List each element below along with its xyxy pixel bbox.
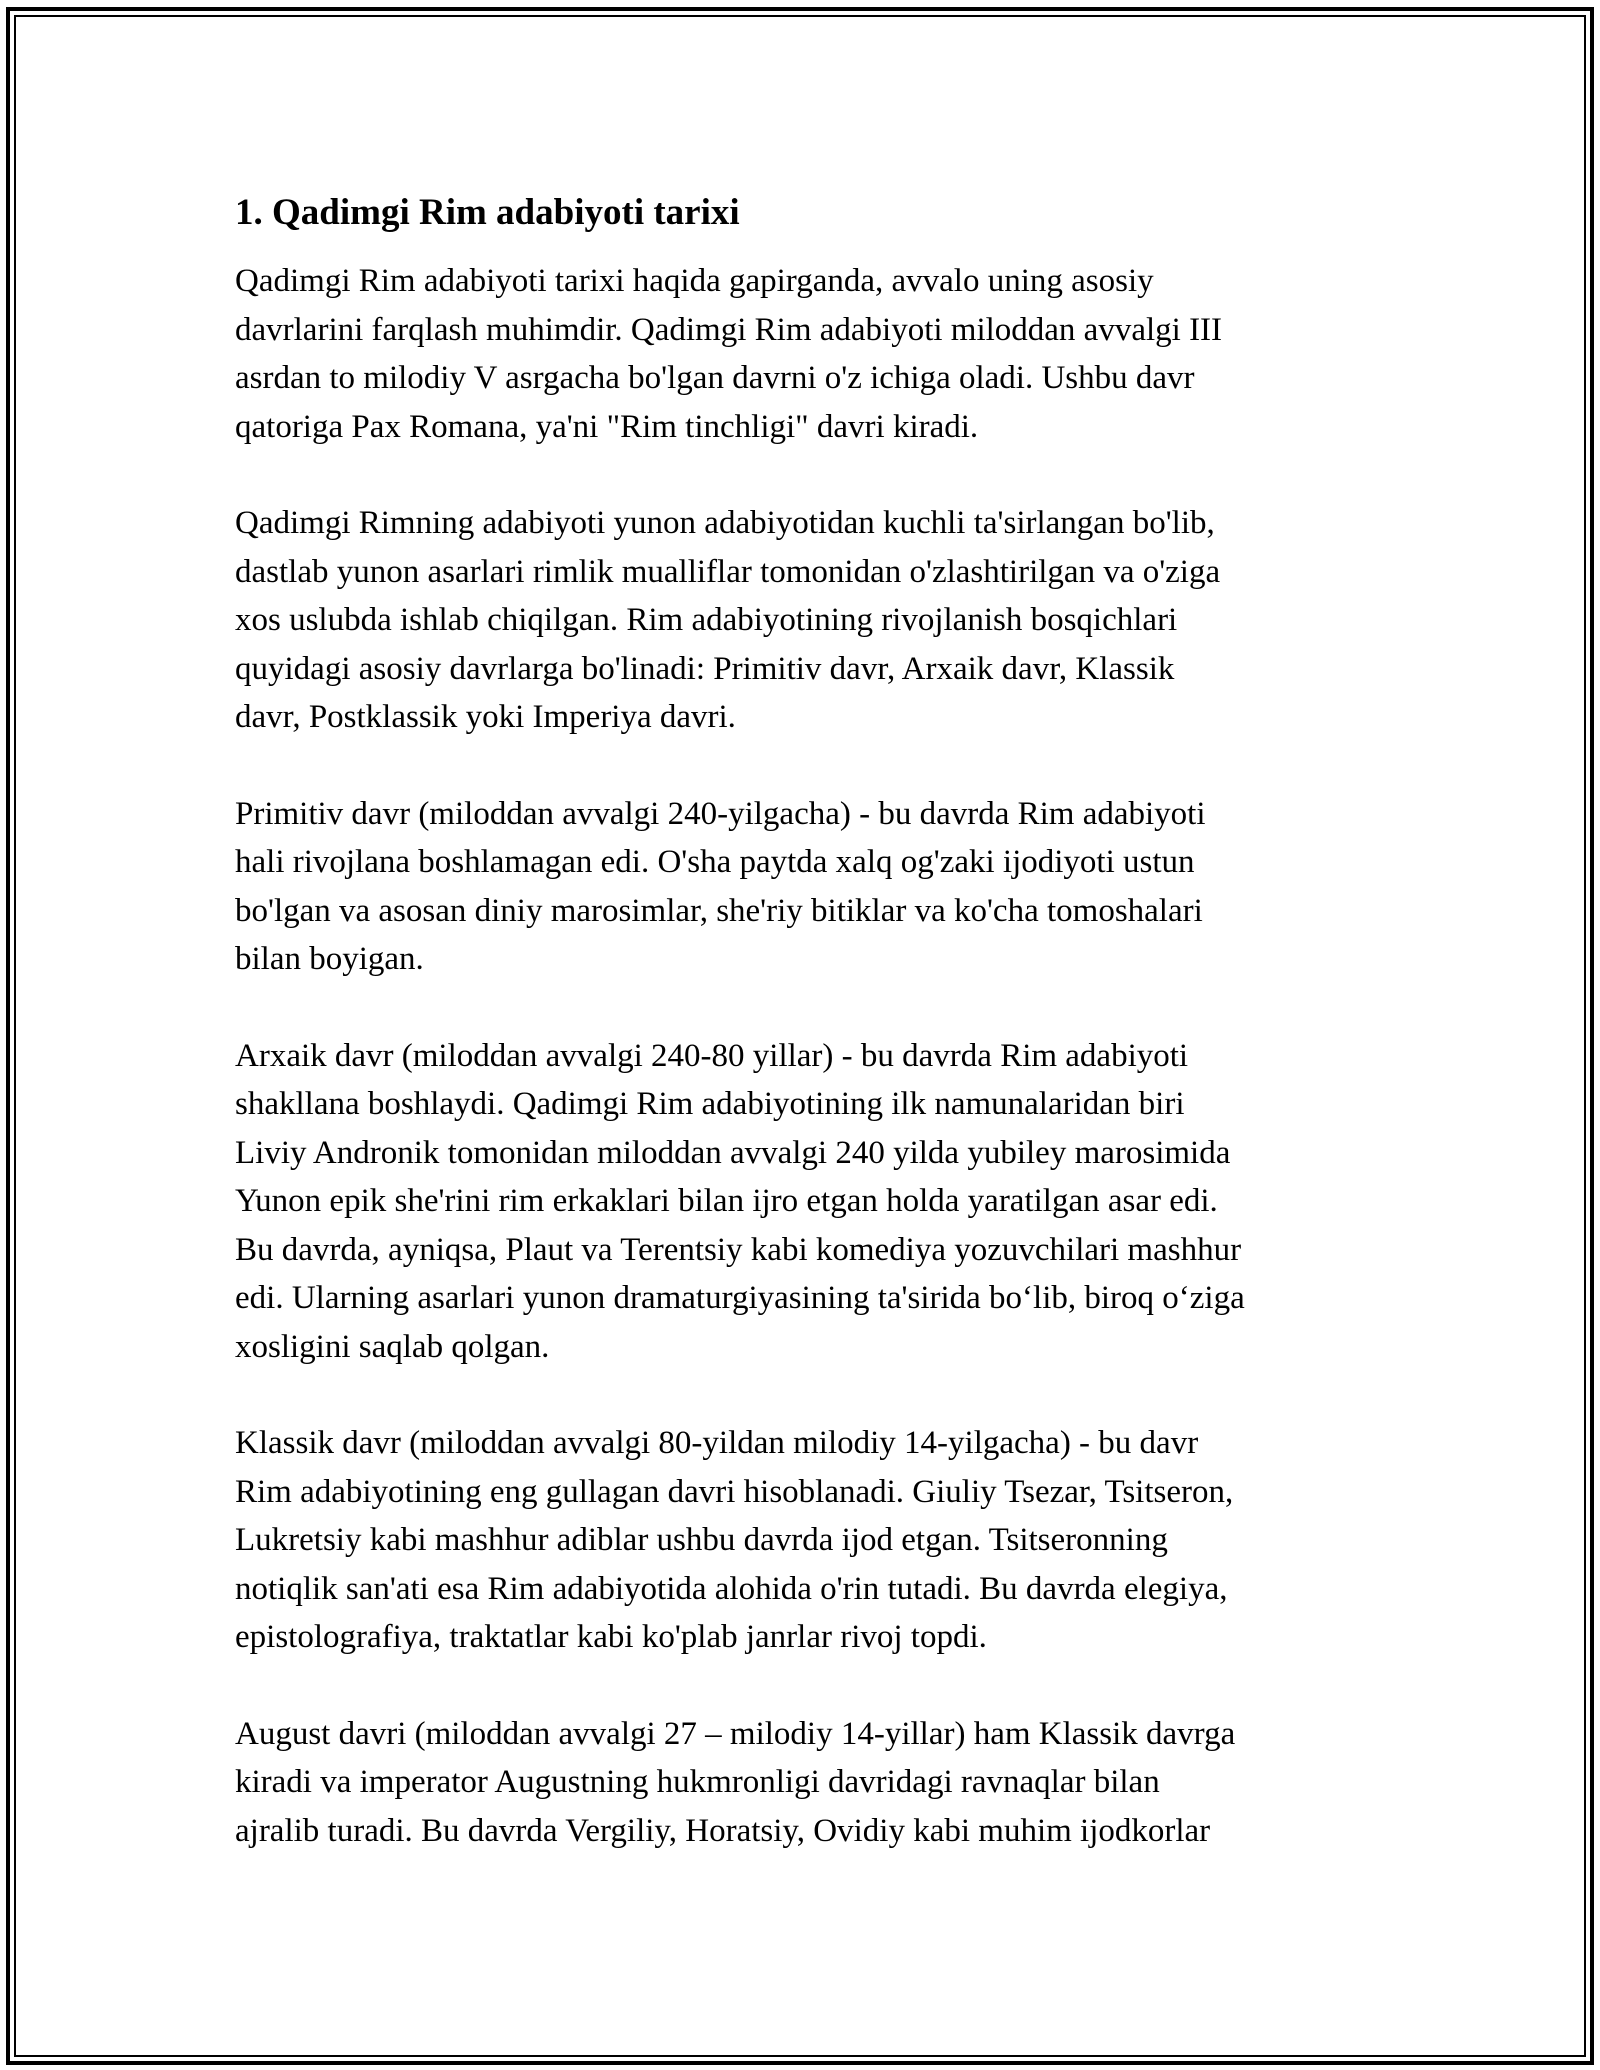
text-line: epistolografiya, traktatlar kabi ko'plab janrlar rivoj topdi. xyxy=(235,1619,987,1655)
text-line: bo'lgan va asosan diniy marosimlar, she'riy bitiklar va ko'cha tomoshalari xyxy=(235,892,1203,929)
text-line: davr, Postklassik yoki Imperiya davri. xyxy=(235,699,736,735)
text-line: ajralib turadi. Bu davrda Vergiliy, Horatsiy, Ovidiy kabi muhim ijodkorlar xyxy=(235,1812,1211,1849)
paragraph-4 xyxy=(235,1032,1375,1372)
text-line: Klassik davr (miloddan avvalgi 80-yildan milodiy 14-yilgacha) - bu davr xyxy=(235,1425,1199,1461)
paragraph-5 xyxy=(235,1419,1375,1662)
text-line: Qadimgi Rimning adabiyoti yunon adabiyotidan kuchli ta'sirlangan bo'lib, xyxy=(235,505,1215,541)
text-line: xosligini saqlab qolgan. xyxy=(235,1328,550,1365)
text-line: kiradi va imperator Augustning hukmronligi davridagi ravnaqlar bilan xyxy=(235,1764,1160,1800)
text-line: Lukretsiy kabi mashhur adiblar ushbu davrda ijod etgan. Tsitseronning xyxy=(235,1522,1168,1558)
paragraph-3 xyxy=(235,790,1375,984)
paragraph-6 xyxy=(235,1710,1375,1856)
text-line: Qadimgi Rim adabiyoti tarixi haqida gapirganda, avvalo uning asosiy xyxy=(235,263,1154,299)
text-line: shakllana boshlaydi. Qadimgi Rim adabiyotining ilk namunalaridan biri xyxy=(235,1086,1185,1122)
text-line: Bu davrda, ayniqsa, Plaut va Terentsiy kabi komediya yozuvchilari mashhur xyxy=(235,1231,1242,1268)
text-line: quyidagi asosiy davrlarga bo'linadi: Primitiv davr, Arxaik davr, Klassik xyxy=(235,650,1175,687)
text-line: davrlarini farqlash muhimdir. Qadimgi Rim adabiyoti miloddan avvalgi III xyxy=(235,311,1223,348)
text-line: hali rivojlana boshlamagan edi. O'sha paytda xalq og'zaki ijodiyoti ustun xyxy=(235,844,1195,880)
text-line: edi. Ularning asarlari yunon dramaturgiyasining ta'sirida bo‘lib, biroq o‘ziga xyxy=(235,1280,1245,1316)
paragraph-1 xyxy=(235,257,1375,451)
text-line: bilan boyigan. xyxy=(235,941,424,977)
text-line: Liviy Andronik tomonidan miloddan avvalgi 240 yilda yubiley marosimida xyxy=(235,1134,1231,1171)
text-line: Arxaik davr (miloddan avvalgi 240-80 yillar) - bu davrda Rim adabiyoti xyxy=(235,1037,1189,1074)
text-line: Primitiv davr (miloddan avvalgi 240-yilgacha) - bu davrda Rim adabiyoti xyxy=(235,795,1206,832)
text-line: qatoriga Pax Romana, ya'ni "Rim tinchligi" davri kiradi. xyxy=(235,408,979,445)
text-line: August davri (miloddan avvalgi 27 – milodiy 14-yillar) ham Klassik davrga xyxy=(235,1715,1236,1752)
text-line: dastlab yunon asarlari rimlik mualliflar tomonidan o'zlashtirilgan va o'ziga xyxy=(235,553,1221,590)
text-line: xos uslubda ishlab chiqilgan. Rim adabiyotining rivojlanish bosqichlari xyxy=(235,602,1178,638)
text-line: notiqlik san'ati esa Rim adabiyotida alohida o'rin tutadi. Bu davrda elegiya, xyxy=(235,1570,1228,1607)
paragraph-2 xyxy=(235,499,1375,742)
text-line: Rim adabiyotining eng gullagan davri hisoblanadi. Giuliy Tsezar, Tsitseron, xyxy=(235,1473,1234,1510)
section-heading: 1. Qadimgi Rim adabiyoti tarixi xyxy=(235,192,740,233)
text-line: asrdan to milodiy V asrgacha bo'lgan davrni o'z ichiga oladi. Ushbu davr xyxy=(235,360,1195,396)
document-body xyxy=(235,186,1375,1903)
text-line: Yunon epik she'rini rim erkaklari bilan ijro etgan holda yaratilgan asar edi. xyxy=(235,1183,1218,1219)
